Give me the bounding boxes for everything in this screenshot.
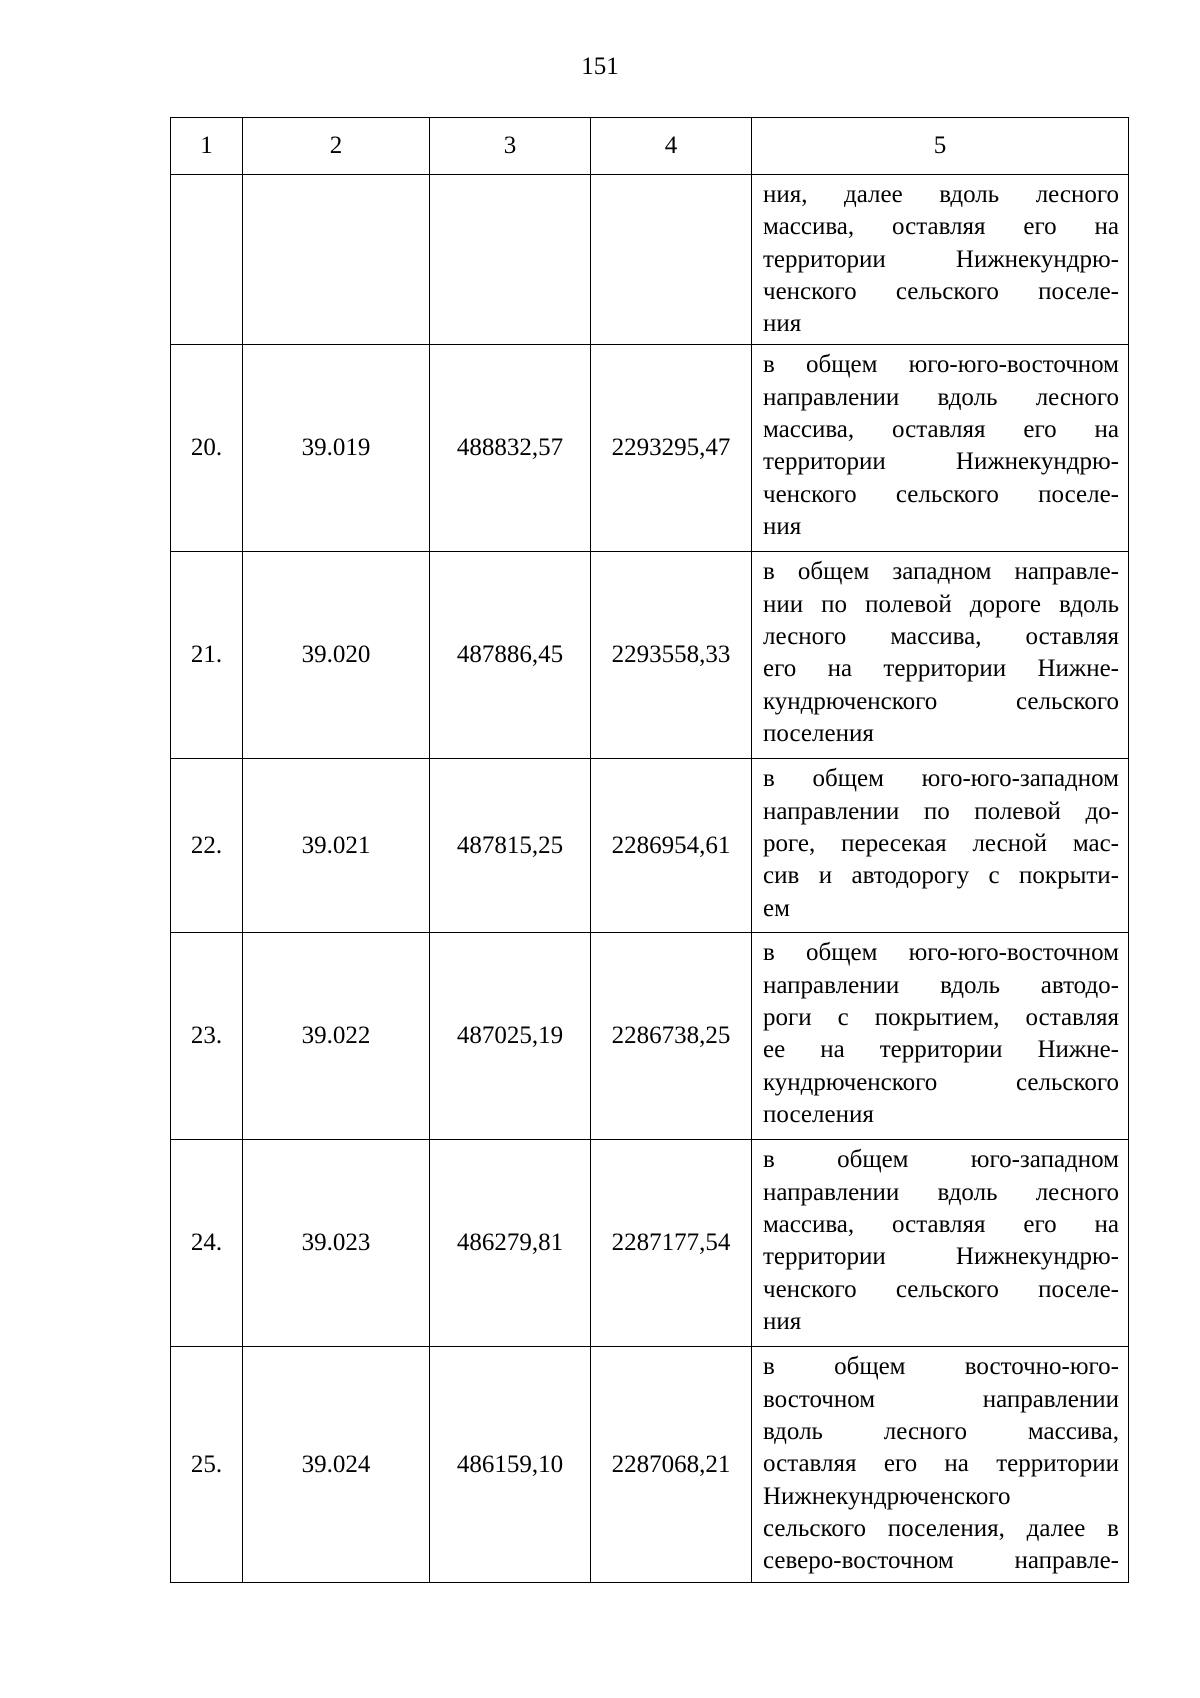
header-cell: 1 bbox=[171, 118, 243, 175]
description-line: в общем юго-юго-западном bbox=[763, 765, 1119, 793]
description-line: кундрюченского сельского bbox=[763, 1068, 1119, 1096]
header-cell: 3 bbox=[430, 118, 591, 175]
table-row bbox=[171, 1347, 1129, 1583]
header-cell: 4 bbox=[591, 118, 752, 175]
x-coordinate: 487815,25 bbox=[430, 759, 591, 933]
table-row bbox=[171, 552, 1129, 759]
boundary-description bbox=[752, 552, 1129, 759]
row-number: 23. bbox=[171, 933, 243, 1140]
description-line: сельского поселения, далее в bbox=[763, 1514, 1119, 1542]
y-coordinate bbox=[591, 175, 752, 345]
point-code: 39.023 bbox=[243, 1140, 430, 1347]
boundary-points-table bbox=[170, 117, 1129, 1583]
y-coordinate: 2287068,21 bbox=[591, 1347, 752, 1583]
description-line: ния bbox=[763, 310, 802, 338]
boundary-description bbox=[752, 175, 1129, 345]
x-coordinate: 487886,45 bbox=[430, 552, 591, 759]
description-line: направлении вдоль лесного bbox=[763, 383, 1119, 411]
description-line: поселения bbox=[763, 719, 874, 747]
boundary-description bbox=[752, 933, 1129, 1140]
row-number: 20. bbox=[171, 345, 243, 552]
description-line: ченского сельского поселе- bbox=[763, 480, 1119, 508]
x-coordinate: 488832,57 bbox=[430, 345, 591, 552]
description-line: в общем юго-юго-восточном bbox=[763, 939, 1119, 967]
row-number bbox=[171, 175, 243, 345]
table-row bbox=[171, 345, 1129, 552]
point-code: 39.022 bbox=[243, 933, 430, 1140]
x-coordinate: 486159,10 bbox=[430, 1347, 591, 1583]
description-line: в общем юго-западном bbox=[763, 1146, 1119, 1174]
point-code: 39.020 bbox=[243, 552, 430, 759]
description-line: его на территории Нижне- bbox=[763, 655, 1119, 683]
table-row bbox=[171, 175, 1129, 345]
point-code: 39.021 bbox=[243, 759, 430, 933]
boundary-description bbox=[752, 345, 1129, 552]
description-line: ния bbox=[763, 1307, 802, 1335]
description-line: направлении вдоль лесного bbox=[763, 1178, 1119, 1206]
header-cell: 2 bbox=[243, 118, 430, 175]
description-line: нии по полевой дороге вдоль bbox=[763, 590, 1119, 618]
boundary-description bbox=[752, 1140, 1129, 1347]
point-code: 39.024 bbox=[243, 1347, 430, 1583]
description-line: в общем западном направле- bbox=[763, 558, 1119, 586]
description-line: северо-восточном направле- bbox=[763, 1547, 1119, 1575]
description-line: роге, пересекая лесной мас- bbox=[763, 830, 1119, 858]
y-coordinate: 2293558,33 bbox=[591, 552, 752, 759]
description-line: восточном направлении bbox=[763, 1385, 1119, 1413]
description-line: сив и автодорогу с покрыти- bbox=[763, 862, 1119, 890]
point-code: 39.019 bbox=[243, 345, 430, 552]
row-number: 22. bbox=[171, 759, 243, 933]
row-number: 24. bbox=[171, 1140, 243, 1347]
description-line: массива, оставляя его на bbox=[763, 213, 1119, 241]
description-line: массива, оставляя его на bbox=[763, 416, 1119, 444]
x-coordinate: 487025,19 bbox=[430, 933, 591, 1140]
table-header-row bbox=[171, 118, 1129, 175]
description-line: ченского сельского поселе- bbox=[763, 277, 1119, 305]
description-line: оставляя его на территории bbox=[763, 1450, 1119, 1478]
description-line: вдоль лесного массива, bbox=[763, 1418, 1119, 1446]
description-line: направлении вдоль автодо- bbox=[763, 971, 1119, 999]
y-coordinate: 2286738,25 bbox=[591, 933, 752, 1140]
description-line: ее на территории Нижне- bbox=[763, 1036, 1119, 1064]
x-coordinate bbox=[430, 175, 591, 345]
row-number: 21. bbox=[171, 552, 243, 759]
description-line: ния bbox=[763, 512, 802, 540]
description-line: территории Нижнекундрю- bbox=[763, 245, 1119, 273]
description-line: направлении по полевой до- bbox=[763, 797, 1119, 825]
table-row bbox=[171, 1140, 1129, 1347]
description-line: Нижнекундрюченского bbox=[763, 1482, 1011, 1510]
description-line: ем bbox=[763, 894, 790, 922]
description-line: роги с покрытием, оставляя bbox=[763, 1004, 1119, 1032]
row-number: 25. bbox=[171, 1347, 243, 1583]
description-line: территории Нижнекундрю- bbox=[763, 1243, 1119, 1271]
description-line: в общем восточно-юго- bbox=[763, 1353, 1119, 1381]
table-row bbox=[171, 933, 1129, 1140]
y-coordinate: 2293295,47 bbox=[591, 345, 752, 552]
x-coordinate: 486279,81 bbox=[430, 1140, 591, 1347]
boundary-description bbox=[752, 1347, 1129, 1583]
y-coordinate: 2286954,61 bbox=[591, 759, 752, 933]
description-line: поселения bbox=[763, 1100, 874, 1128]
boundary-description bbox=[752, 759, 1129, 933]
description-line: в общем юго-юго-восточном bbox=[763, 351, 1119, 379]
header-cell: 5 bbox=[752, 118, 1129, 175]
description-line: массива, оставляя его на bbox=[763, 1211, 1119, 1239]
page-number: 151 bbox=[581, 53, 619, 80]
description-line: кундрюченского сельского bbox=[763, 687, 1119, 715]
description-line: ния, далее вдоль лесного bbox=[763, 181, 1119, 208]
description-line: территории Нижнекундрю- bbox=[763, 448, 1119, 476]
description-line: лесного массива, оставляя bbox=[763, 623, 1119, 651]
table-row bbox=[171, 759, 1129, 933]
y-coordinate: 2287177,54 bbox=[591, 1140, 752, 1347]
description-line: ченского сельского поселе- bbox=[763, 1275, 1119, 1303]
point-code bbox=[243, 175, 430, 345]
